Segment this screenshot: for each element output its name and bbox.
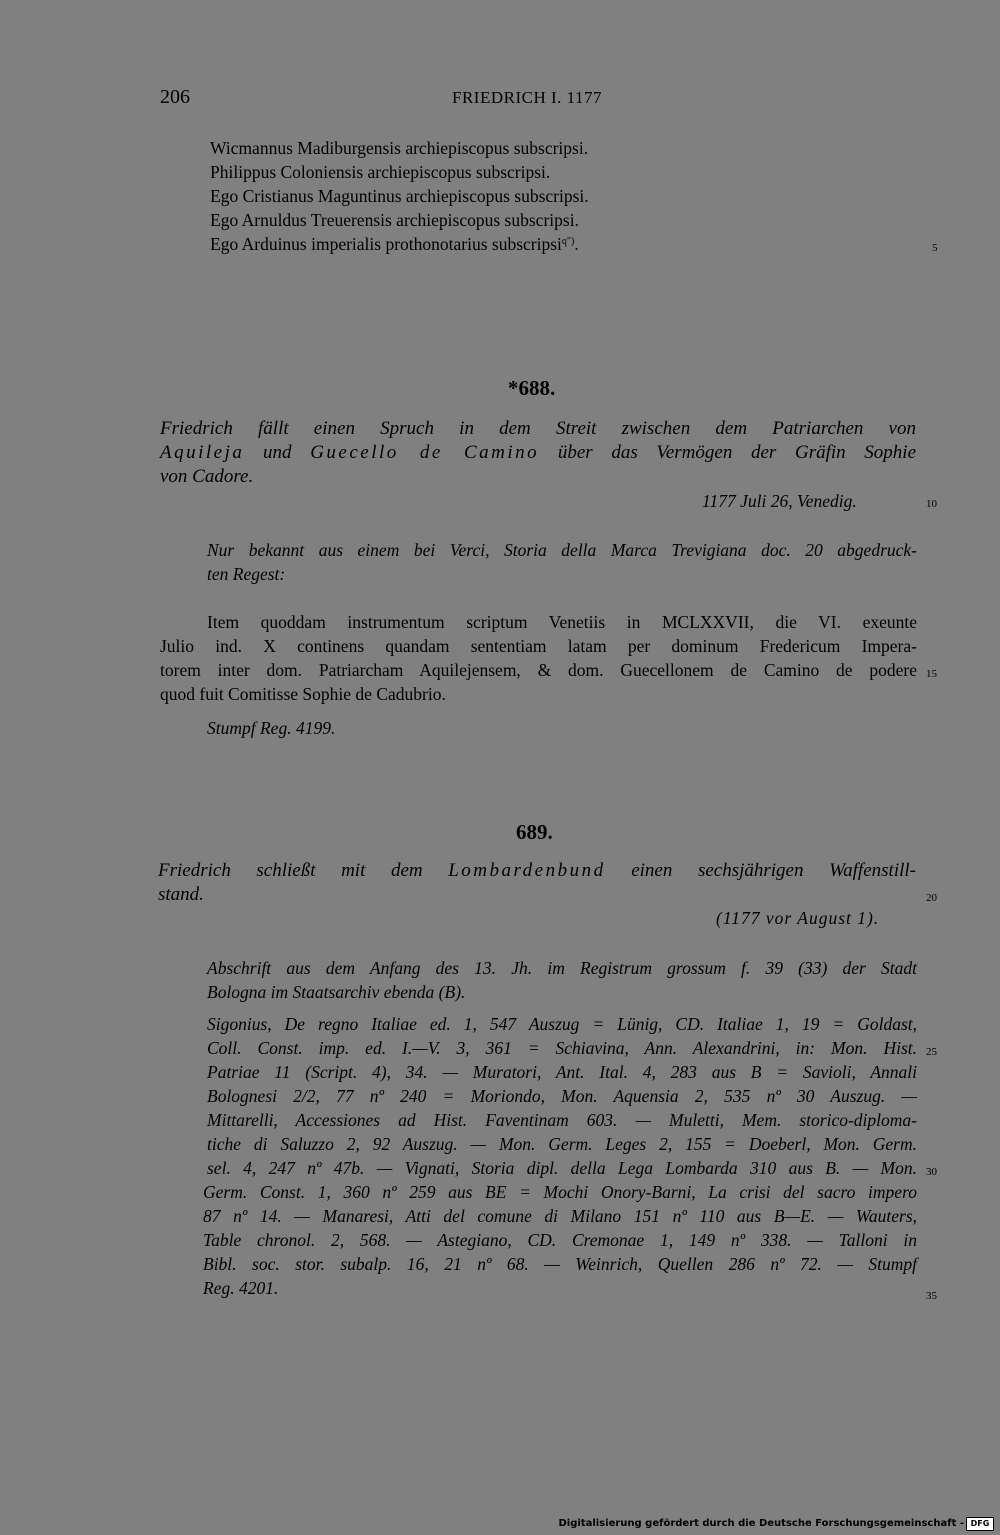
bibliography-line: Sigonius, De regno Italiae ed. 1, 547 Auszug = Lünig, CD. Italiae 1, 19 = Goldast,: [207, 1014, 917, 1034]
funding-notice: Digitalisierung gefördert durch die Deutsche Forschungsgemeinschaft -: [558, 1518, 964, 1529]
document-title-line: von Cadore.: [160, 466, 254, 487]
document-number: *688.: [508, 376, 556, 400]
subscription-line: Ego Arnuldus Treuerensis archiepiscopus subscripsi.: [210, 210, 579, 230]
subscription-line-last: [210, 234, 579, 255]
title-name: Lombardenbund: [448, 860, 606, 881]
text-line: quod fuit Comitisse Sophie de Cadubrio.: [160, 684, 446, 704]
bibliography-line: Reg. 4201.: [203, 1278, 279, 1298]
title-text: über das Vermögen der Gräfin Sophie: [539, 442, 917, 463]
text-line: Julio ind. X continens quandam sententiam latam per dominum Fredericum Impera-: [160, 636, 917, 656]
line-number: 20: [926, 892, 937, 904]
title-text: und: [244, 442, 311, 463]
subscription-line: Wicmannus Madiburgensis archiepiscopus subscripsi.: [210, 138, 589, 158]
title-text: einen sechsjährigen Waffenstill-: [605, 860, 916, 881]
source-note: Bologna im Staatsarchiv ebenda (B).: [207, 982, 466, 1002]
bibliography-line: sel. 4, 247 nº 47b. — Vignati, Storia dipl. della Lega Lombarda 310 aus B. — Mon.: [207, 1158, 917, 1178]
source-note: Abschrift aus dem Anfang des 13. Jh. im Registrum grossum f. 39 (33) der Stadt: [207, 958, 917, 978]
bibliography-line: Bolognesi 2/2, 77 nº 240 = Moriondo, Mon. Aquensia 2, 535 nº 30 Auszug. —: [207, 1086, 917, 1106]
line-number: 10: [926, 498, 937, 510]
document-date: (1177 vor August 1).: [716, 908, 880, 928]
line-number: 30: [926, 1166, 937, 1178]
source-note: Nur bekannt aus einem bei Verci, Storia della Marca Trevigiana doc. 20 abgedruck-: [207, 540, 917, 560]
line-number: 35: [926, 1290, 937, 1302]
running-head: FRIEDRICH I. 1177: [452, 88, 603, 107]
line-end: .: [574, 234, 579, 254]
title-text: Friedrich schließt mit dem: [158, 860, 449, 881]
document-title-line: stand.: [158, 884, 204, 905]
footnote-mark: q"): [561, 236, 575, 247]
bibliography-line: Patriae 11 (Script. 4), 34. — Muratori, Ant. Ital. 4, 283 aus B = Savioli, Annali: [207, 1062, 917, 1082]
document-title-line: Friedrich fällt einen Spruch in dem Streit zwischen dem Patriarchen von: [160, 418, 916, 439]
source-note: ten Regest:: [207, 564, 286, 584]
text-line: torem inter dom. Patriarcham Aquilejensem, & dom. Guecellonem de Camino de podere: [160, 660, 917, 680]
page-number: 206: [160, 86, 190, 108]
subscription-line: Ego Cristianus Maguntinus archiepiscopus subscripsi.: [210, 186, 589, 206]
bibliography-line: Mittarelli, Accessiones ad Hist. Faventinam 603. — Muletti, Mem. storico-diploma-: [207, 1110, 917, 1130]
subscription-line: Philippus Coloniensis archiepiscopus subscripsi.: [210, 162, 551, 182]
bibliography-line: Germ. Const. 1, 360 nº 259 aus BE = Mochi Onory-Barni, La crisi del sacro impero: [203, 1182, 917, 1202]
line-number: 25: [926, 1046, 937, 1058]
subscription-text: Ego Arduinus imperialis prothonotarius subscripsi: [210, 234, 562, 254]
document-date: 1177 Juli 26, Venedig.: [702, 491, 857, 511]
bibliography-line: tiche di Saluzzo 2, 92 Auszug. — Mon. Germ. Leges 2, 155 = Doeberl, Mon. Germ.: [207, 1134, 917, 1154]
title-name: Guecello de Camino: [310, 442, 540, 463]
bibliography-line: Bibl. soc. stor. subalp. 16, 21 nº 68. — Weinrich, Quellen 286 nº 72. — Stumpf: [203, 1254, 917, 1274]
document-number: 689.: [516, 820, 553, 844]
line-number: 15: [926, 668, 937, 680]
dfg-logo: DFG: [966, 1517, 994, 1531]
document-title-line: [160, 442, 916, 464]
bibliography-line: 87 nº 14. — Manaresi, Atti del comune di Milano 151 nº 110 aus B—E. — Wauters,: [203, 1206, 917, 1226]
text-line: Item quoddam instrumentum scriptum Venetiis in MCLXXVII, die VI. exeunte: [207, 612, 917, 632]
line-number: 5: [932, 242, 938, 254]
document-title-line: [158, 860, 916, 882]
regest-reference: Stumpf Reg. 4199.: [207, 718, 336, 738]
title-name: Aquileja: [160, 442, 245, 463]
bibliography-line: Coll. Const. imp. ed. I.—V. 3, 361 = Schiavina, Ann. Alexandrini, in: Mon. Hist.: [207, 1038, 917, 1058]
bibliography-line: Table chronol. 2, 568. — Astegiano, CD. Cremonae 1, 149 nº 338. — Talloni in: [203, 1230, 917, 1250]
